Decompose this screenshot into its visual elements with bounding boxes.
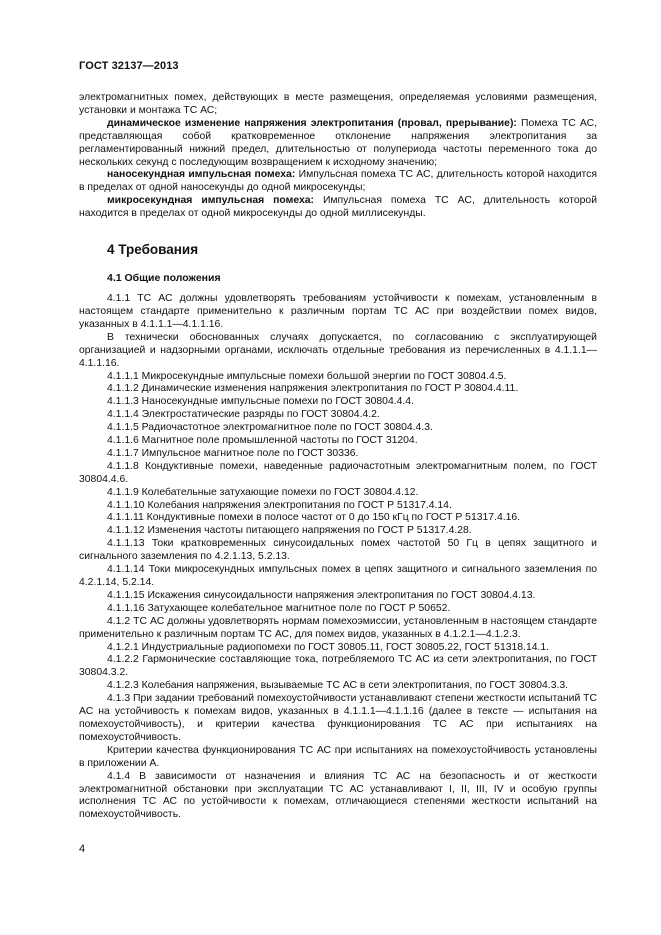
paragraph: 4.1.1.14 Токи микросекундных импульсных помех в цепях защитного и сигнального заземления по 4.2.1.14, 5.2.14. xyxy=(79,564,597,588)
paragraph: 4.1.4 В зависимости от назначения и влияния ТС АС на безопасность и от жесткости электромагнитной обстановки при эксплуатации ТС АС устанавливают I, II, III, IV и особую группы исполнения ТС АС по устойчивости к помехам, отличающиеся степенями жесткости испытаний на помехоустойчивость. xyxy=(79,770,597,821)
paragraph: 4.1.1.16 Затухающее колебательное магнитное поле по ГОСТ Р 50652. xyxy=(107,602,451,614)
paragraph: 4.1.1.15 Искажения синусоидальности напряжения электропитания по ГОСТ 30804.4.13. xyxy=(107,589,536,601)
page-number: 4 xyxy=(79,843,86,855)
definition-term: микросекундная импульсная помеха: xyxy=(107,195,314,207)
paragraph: 4.1.3 При задании требований помехоустойчивости устанавливают степени жесткости испытаний ТС АС на устойчивость к помехам видов, указанных в 4.1.1.1—4.1.1.16 (далее в тексте — испытания на помехоустойчивость), и критерии качества функционирования ТС АС при испытаниях на помехоустойчивость. xyxy=(79,693,597,743)
definition-paragraph xyxy=(79,92,597,118)
paragraph: 4.1.1.4 Электростатические разряды по ГОСТ 30804.4.2. xyxy=(107,409,380,421)
paragraph: 4.1.1.2 Динамические изменения напряжения электропитания по ГОСТ Р 30804.4.11. xyxy=(107,383,519,395)
subsection-title: 4.1 Общие положения xyxy=(107,272,221,285)
paragraph: 4.1.2.3 Колебания напряжения, вызываемые ТС АС в сети электропитания, по ГОСТ 30804.3.3. xyxy=(107,680,569,692)
definition-text: Импульсная помеха ТС АС, длительность которой находится в пределах от одной наносекунды до одной микросекунды; xyxy=(79,169,597,194)
paragraph: 4.1.1.12 Изменения частоты питающего напряжения по ГОСТ Р 51317.4.28. xyxy=(107,525,472,537)
document-body xyxy=(79,92,597,822)
paragraph: 4.1.1.13 Токи кратковременных синусоидальных помех частотой 50 Гц в цепях защитного и сигнального заземления по 4.2.1.13, 5.2.13. xyxy=(79,538,597,563)
paragraph: 4.1.2.1 Индустриальные радиопомехи по ГОСТ 30805.11, ГОСТ 30805.22, ГОСТ 51318.14.1. xyxy=(107,641,550,653)
definition-paragraph xyxy=(79,118,597,170)
paragraph: 4.1.1.7 Импульсное магнитное поле по ГОСТ 30336. xyxy=(107,447,359,459)
paragraph: 4.1.1.5 Радиочастотное электромагнитное поле по ГОСТ 30804.4.3. xyxy=(107,422,433,434)
paragraph: 4.1.2.2 Гармонические составляющие тока, потребляемого ТС АС из сети электропитания, по ГОСТ 30804.3.2. xyxy=(79,654,597,679)
paragraph: В технически обоснованных случаях допускается, по согласованию с эксплуатирующей организацией и надзорными органами, исключать отдельные требования из перечисленных в 4.1.1.1—4.1.1.16. xyxy=(79,331,597,369)
definition-term: динамическое изменение напряжения электропитания (провал, прерывание): xyxy=(107,117,517,129)
definition-text: Импульсная помеха ТС АС, длительность которой находится в пределах от одной микросекунды до одной миллисекунды. xyxy=(79,195,597,220)
paragraph: Критерии качества функционирования ТС АС при испытаниях на помехоустойчивость установлены в приложении А. xyxy=(79,744,597,769)
definition-text: электромагнитных помех, действующих в месте размещения, определяемая условиями размещения, установки и монтажа ТС АС; xyxy=(79,92,597,116)
paragraph: 4.1.1 ТС АС должны удовлетворять требованиям устойчивости к помехам, установленным в настоящем стандарте применительно к различным портам ТС АС при воздействии помех видов, указанных в 4.1.1.1—4.1.1.16. xyxy=(79,293,597,330)
paragraph: 4.1.1.8 Кондуктивные помехи, наведенные радиочастотным электромагнитным полем, по ГОСТ 30804.4.6. xyxy=(79,460,597,485)
paragraph: 4.1.1.9 Колебательные затухающие помехи по ГОСТ 30804.4.12. xyxy=(107,486,419,498)
definition-term: наносекундная импульсная помеха: xyxy=(107,169,296,181)
document-header: ГОСТ 32137—2013 xyxy=(79,60,179,72)
section-title: 4 Требования xyxy=(107,242,199,258)
paragraph: 4.1.1.11 Кондуктивные помехи в полосе частот от 0 до 150 кГц по ГОСТ Р 51317.4.16. xyxy=(107,512,521,524)
definition-paragraph xyxy=(79,169,597,195)
paragraph: 4.1.1.6 Магнитное поле промышленной частоты по ГОСТ 31204. xyxy=(107,435,418,447)
definition-paragraph xyxy=(79,195,597,221)
paragraph: 4.1.1.3 Наносекундные импульсные помехи по ГОСТ 30804.4.4. xyxy=(107,396,414,408)
paragraph: 4.1.1.1 Микросекундные импульсные помехи большой энергии по ГОСТ 30804.4.5. xyxy=(107,370,507,382)
paragraph: 4.1.2 ТС АС должны удовлетворять нормам помехоэмиссии, установленным в настоящем стандарте применительно к различным портам ТС АС, для помех видов, указанных в 4.1.2.1—4.1.2.3. xyxy=(79,615,597,640)
paragraph: 4.1.1.10 Колебания напряжения электропитания по ГОСТ Р 51317.4.14. xyxy=(107,499,452,511)
definition-text: Помеха ТС АС, представляющая собой кратковременное отклонение напряжения электропитания за регламентированный нижний предел, длительностью от полупериода частоты переменного тока до нескольких секунд с последующим возвращением к исходному значению; xyxy=(79,117,597,168)
